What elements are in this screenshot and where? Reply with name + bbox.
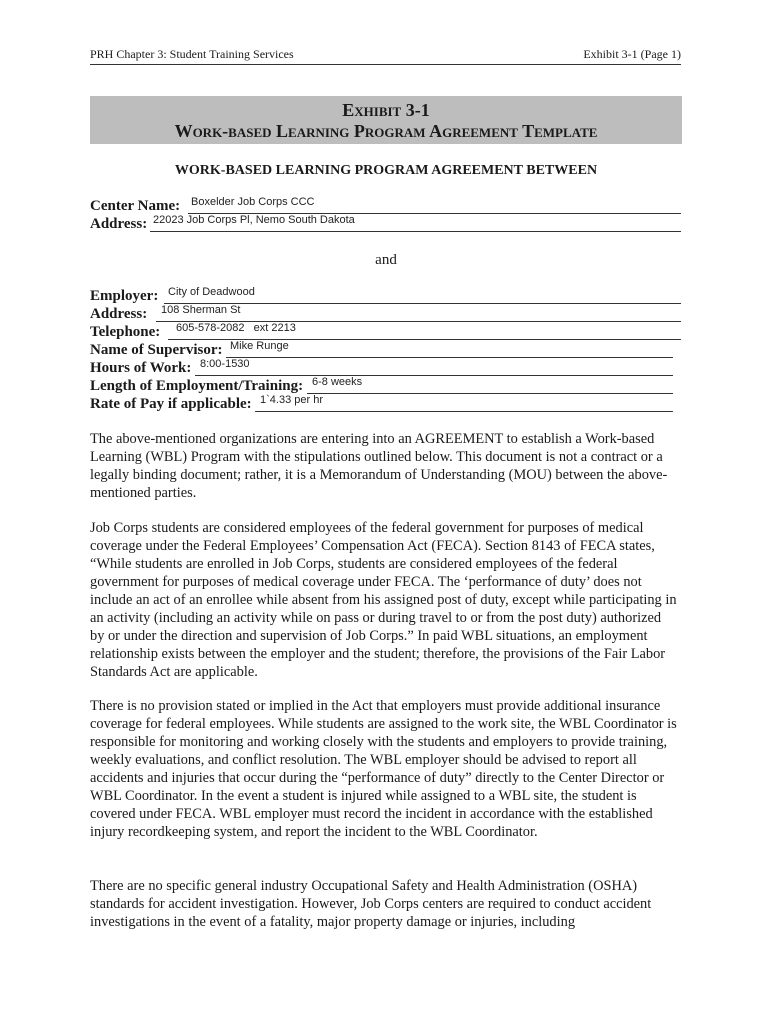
and-separator: and [375, 252, 397, 268]
exhibit-number: Exhibit 3-1 [342, 100, 430, 120]
length-field [90, 378, 673, 396]
length-label: Length of Employment/Training: [90, 378, 304, 394]
paragraph-feca-coverage: Job Corps students are considered employees of the federal government for purposes of medical coverage under the Federal Employees’ Compensation Act (FECA). Section 8143 of FECA states, “While students are enrolled in Job Corps, students are considered employees of the federal government for purposes of medical coverage under FECA. The ‘performance of duty’ does not include an act of an enrollee while absent from his assigned post of duty, except while participating in an activity (including an activity while on pass or during travel to or from the post duty) authorized by or under the direction and supervision of Job Corps.” In paid WBL situations, an employment relationship exists between the employer and the student; therefore, the provisions of the Fair Labor Standards Act are applicable. [90, 520, 677, 680]
length-underline [307, 393, 673, 394]
rate-value[interactable]: 1`4.33 per hr [260, 394, 323, 406]
center-address-value[interactable]: 22023 Job Corps Pl, Nemo South Dakota [153, 214, 355, 226]
length-value[interactable]: 6-8 weeks [312, 376, 363, 388]
exhibit-title-band [90, 96, 682, 144]
supervisor-label: Name of Supervisor: [90, 342, 223, 358]
employer-label: Employer: [90, 288, 159, 304]
telephone-field [90, 324, 681, 342]
supervisor-underline [226, 357, 673, 358]
supervisor-value[interactable]: Mike Runge [230, 340, 289, 352]
rate-field [90, 396, 673, 414]
hours-label: Hours of Work: [90, 360, 192, 376]
page-header [90, 46, 681, 65]
rate-underline [255, 411, 673, 412]
paragraph-osha: There are no specific general industry Occupational Safety and Health Administration (OSHA) standards for accident investigation. However, Job Corps centers are required to conduct accident investigations in the event of a fatality, major property damage or injuries, including [90, 878, 652, 930]
telephone-label: Telephone: [90, 324, 161, 340]
paragraph-insurance: There is no provision stated or implied in the Act that employers must provide additional insurance coverage for federal employees. While students are assigned to the work site, the WBL Coordinator is responsible for monitoring and working closely with the students and employers to provide training, weekly evaluations, and conflict resolution. The WBL employer should be advised to report all accidents and injuries that occur during the “performance of duty” directly to the Center Director or WBL Coordinator. In the event a student is injured while assigned to a WBL site, the student is covered under FECA. WBL employer must record the incident in accordance with the established injury recordkeeping system, and report the incident to the WBL Coordinator. [90, 698, 677, 840]
exhibit-title: Work-based Learning Program Agreement Template [174, 121, 598, 141]
employer-underline [164, 303, 681, 304]
header-exhibit-page: Exhibit 3-1 (Page 1) [583, 47, 681, 61]
hours-field [90, 360, 673, 378]
employer-address-value[interactable]: 108 Sherman St [161, 304, 241, 316]
center-address-label: Address: [90, 216, 148, 232]
agreement-subtitle: WORK-BASED LEARNING PROGRAM AGREEMENT BETWEEN [174, 163, 598, 178]
center-name-label: Center Name: [90, 198, 181, 214]
center-address-field [90, 216, 681, 234]
supervisor-field [90, 342, 673, 360]
header-chapter-title: PRH Chapter 3: Student Training Services [90, 47, 294, 61]
center-name-value[interactable]: Boxelder Job Corps CCC [191, 196, 315, 208]
telephone-value[interactable]: 605-578-2082 ext 2213 [176, 322, 296, 334]
paragraph-purpose: The above-mentioned organizations are entering into an AGREEMENT to establish a Work-based Learning (WBL) Program with the stipulations outlined below. This document is not a contract or a legally binding document; rather, it is a Memorandum of Understanding (MOU) between the above-mentioned parties. [90, 431, 668, 501]
hours-value[interactable]: 8:00-1530 [200, 358, 250, 370]
employer-address-label: Address: [90, 306, 148, 322]
rate-label: Rate of Pay if applicable: [90, 396, 252, 412]
center-address-underline [150, 231, 681, 232]
hours-underline [195, 375, 673, 376]
employer-value[interactable]: City of Deadwood [168, 286, 255, 298]
